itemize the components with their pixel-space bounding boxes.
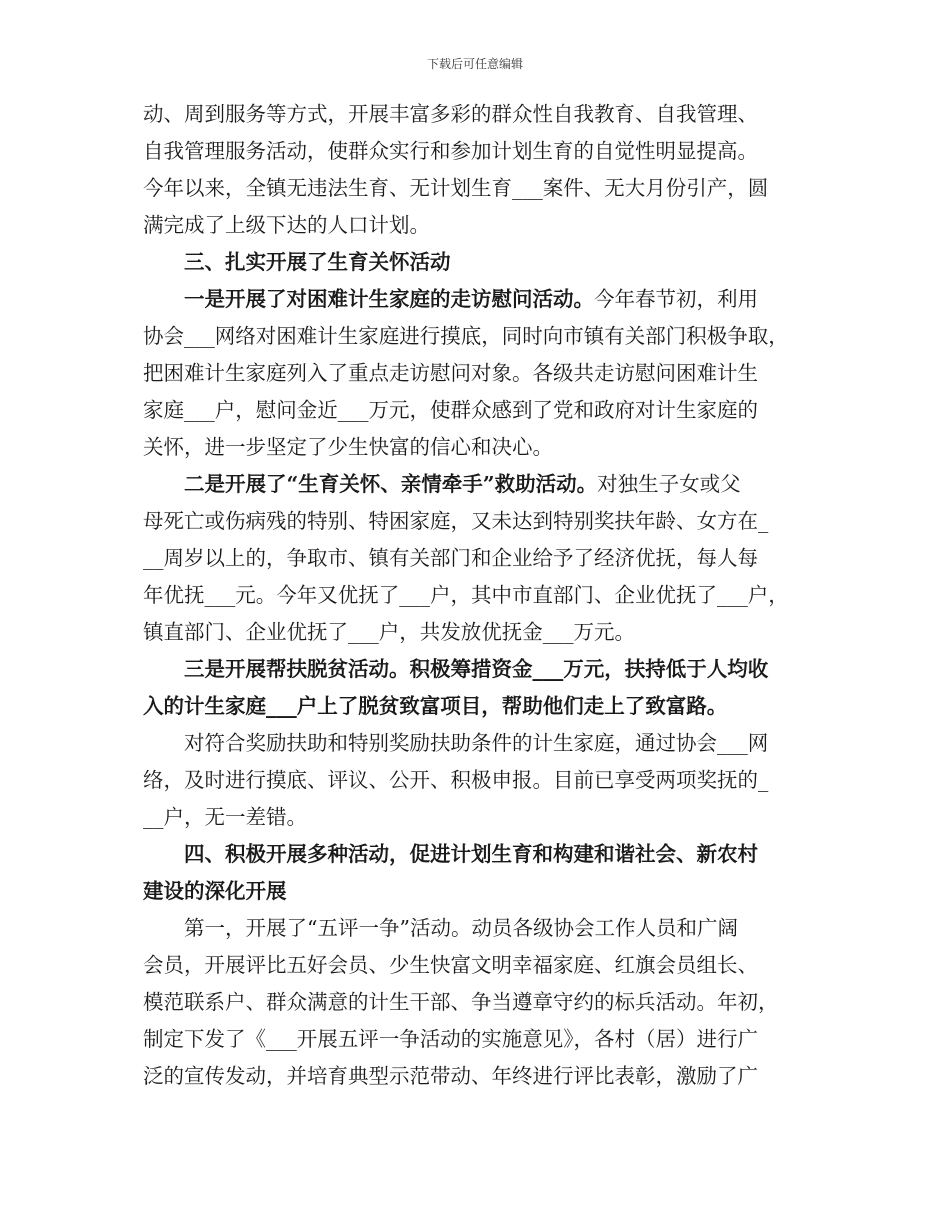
text-line bbox=[143, 466, 813, 503]
body-text: 母死亡或伤病残的特别、特困家庭，又未达到特别奖扶年龄、女方在_ bbox=[143, 509, 769, 533]
paragraph bbox=[143, 836, 813, 910]
text-line bbox=[143, 873, 813, 910]
text-line bbox=[143, 799, 813, 836]
body-text: 对符合奖励扶助和特别奖励扶助条件的计生家庭，通过协会___网 bbox=[143, 731, 769, 755]
body-text: 模范联系户、群众满意的计生干部、争当遵章守约的标兵活动。年初， bbox=[143, 990, 779, 1014]
text-line bbox=[143, 984, 813, 1021]
body-text: 自我管理服务活动，使群众实行和参加计划生育的自觉性明显提高。 bbox=[143, 139, 758, 163]
text-line bbox=[143, 429, 813, 466]
text-line bbox=[143, 96, 813, 133]
text-line bbox=[143, 540, 813, 577]
bold-text: 三是开展帮扶脱贫活动。积极筹措资金___万元，扶持低于人均收 bbox=[143, 657, 769, 681]
paragraph bbox=[143, 244, 813, 281]
text-line bbox=[143, 836, 813, 873]
text-line bbox=[143, 577, 813, 614]
paragraph bbox=[143, 910, 813, 1095]
text-line bbox=[143, 725, 813, 762]
page-header: 下载后可任意编辑 bbox=[426, 57, 523, 71]
text-line bbox=[143, 762, 813, 799]
body-text: __户，无一差错。 bbox=[143, 805, 307, 829]
text-line bbox=[143, 318, 813, 355]
paragraph bbox=[143, 651, 813, 725]
body-text: 会员，开展评比五好会员、少生快富文明幸福家庭、红旗会员组长、 bbox=[143, 953, 758, 977]
paragraph bbox=[143, 466, 813, 651]
text-line bbox=[143, 281, 813, 318]
body-text: 今年以来，全镇无违法生育、无计划生育___案件、无大月份引产，圆 bbox=[143, 176, 769, 200]
text-line bbox=[143, 910, 813, 947]
text-line bbox=[143, 244, 813, 281]
body-text: 把困难计生家庭列入了重点走访慰问对象。各级共走访慰问困难计生 bbox=[143, 361, 758, 385]
text-line bbox=[143, 1021, 813, 1058]
text-line bbox=[143, 688, 813, 725]
bold-text: 建设的深化开展 bbox=[143, 879, 287, 903]
body-text: 关怀，进一步坚定了少生快富的信心和决心。 bbox=[143, 435, 553, 459]
body-text: 年优抚___元。今年又优抚了___户，其中市直部门、企业优抚了___户， bbox=[143, 583, 789, 607]
text-line bbox=[143, 355, 813, 392]
body-text: 满完成了上级下达的人口计划。 bbox=[143, 213, 430, 237]
text-line bbox=[143, 392, 813, 429]
body-text: 制定下发了《___开展五评一争活动的实施意见》，各村（居）进行广 bbox=[143, 1027, 758, 1051]
paragraph bbox=[143, 725, 813, 836]
bold-text: 四、积极开展多种活动，促进计划生育和构建和谐社会、新农村 bbox=[143, 842, 758, 866]
text-line bbox=[143, 1058, 813, 1095]
body-text: 今年春节初，利用 bbox=[594, 287, 758, 311]
text-line bbox=[143, 614, 813, 651]
body-text: __周岁以上的，争取市、镇有关部门和企业给予了经济优抚，每人每 bbox=[143, 546, 758, 570]
bold-text: 一是开展了对困难计生家庭的走访慰问活动。 bbox=[143, 287, 594, 311]
text-line bbox=[143, 651, 813, 688]
text-line bbox=[143, 503, 813, 540]
text-line bbox=[143, 170, 813, 207]
body-text: 协会___网络对困难计生家庭进行摸底，同时向市镇有关部门积极争取， bbox=[143, 324, 789, 348]
body-text: 家庭___户，慰问金近___万元，使群众感到了党和政府对计生家庭的 bbox=[143, 398, 758, 422]
body-text: 对独生子女或父 bbox=[597, 472, 741, 496]
body-text: 第一，开展了“五评一争”活动。动员各级协会工作人员和广阔 bbox=[143, 916, 738, 940]
bold-text: 二是开展了“生育关怀、亲情牵手”救助活动。 bbox=[143, 472, 598, 496]
document-body bbox=[143, 96, 813, 1095]
bold-text: 入的计生家庭___户上了脱贫致富项目，帮助他们走上了致富路。 bbox=[143, 694, 728, 718]
body-text: 动、周到服务等方式，开展丰富多彩的群众性自我教育、自我管理、 bbox=[143, 102, 758, 126]
body-text: 镇直部门、企业优抚了___户，共发放优抚金___万元。 bbox=[143, 620, 635, 644]
text-line bbox=[143, 133, 813, 170]
bold-text: 三、扎实开展了生育关怀活动 bbox=[143, 250, 451, 274]
text-line bbox=[143, 207, 813, 244]
paragraph bbox=[143, 281, 813, 466]
body-text: 泛的宣传发动，并培育典型示范带动、年终进行评比表彰，激励了广 bbox=[143, 1064, 758, 1088]
body-text: 络，及时进行摸底、评议、公开、积极申报。目前已享受两项奖抚的_ bbox=[143, 768, 769, 792]
paragraph bbox=[143, 96, 813, 244]
text-line bbox=[143, 947, 813, 984]
